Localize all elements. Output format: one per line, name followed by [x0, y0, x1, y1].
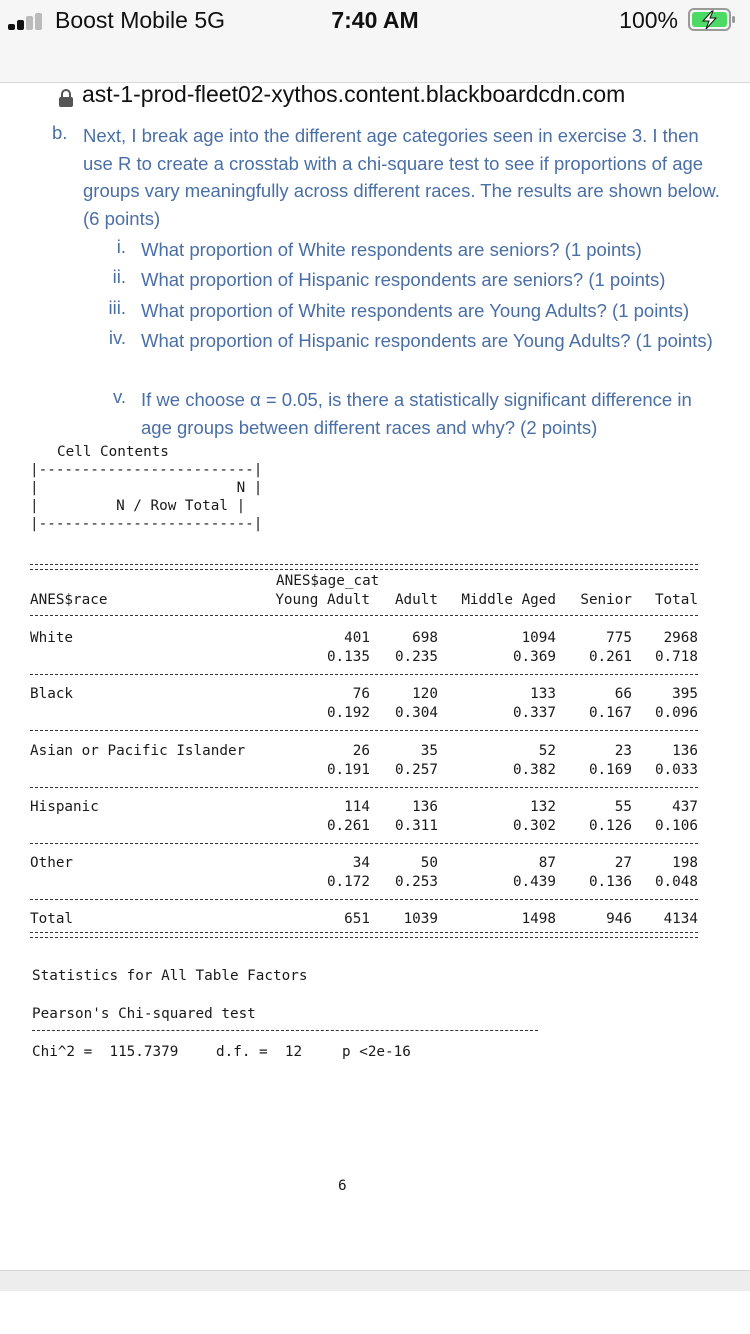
cell-contents-line: |-------------------------| — [30, 462, 263, 478]
cell-proportion: 0.304 — [394, 705, 438, 721]
test-name: Pearson's Chi-squared test — [32, 1006, 256, 1022]
battery-charging-icon — [688, 8, 736, 31]
cell-proportion: 0.257 — [394, 762, 438, 778]
question-text: Next, I break age into the different age categories seen in exercise 3. I then use R to create a crosstab with a chi-square test to see if proportions of age groups vary meaningfully across different races. The results are shown below. (6 points) — [83, 125, 720, 229]
cell-proportion: 0.253 — [394, 874, 438, 890]
total-count: 651 — [344, 911, 370, 927]
subquestion-marker: iv. — [108, 327, 126, 348]
cell-count: 50 — [420, 855, 438, 871]
subquestion-marker: i. — [116, 236, 126, 257]
row-divider — [30, 674, 698, 675]
cell-count: 136 — [412, 799, 438, 815]
cell-proportion: 0.261 — [588, 649, 632, 665]
cell-count: 2968 — [663, 630, 698, 646]
cell-count: 136 — [672, 743, 698, 759]
column-header: Middle Aged — [461, 592, 556, 608]
row-variable-label: ANES$race — [30, 592, 108, 608]
cell-proportion: 0.172 — [326, 874, 370, 890]
cell-count: 34 — [352, 855, 370, 871]
row-divider — [30, 730, 698, 731]
cell-proportion: 0.369 — [512, 649, 556, 665]
row-label: Other — [30, 855, 74, 871]
row-label: Asian or Pacific Islander — [30, 743, 246, 759]
question-marker: b. — [52, 122, 68, 143]
cell-proportion: 0.192 — [326, 705, 370, 721]
cell-proportion: 0.033 — [654, 762, 698, 778]
cell-count: 27 — [614, 855, 632, 871]
stats-divider — [32, 1030, 538, 1031]
subquestion-marker: v. — [112, 386, 126, 407]
cell-count: 55 — [614, 799, 632, 815]
row-divider — [30, 899, 698, 900]
cell-proportion: 0.311 — [394, 818, 438, 834]
cell-count: 52 — [538, 743, 556, 759]
cell-proportion: 0.167 — [588, 705, 632, 721]
subquestion-text: What proportion of Hispanic respondents are seniors? (1 points) — [141, 269, 666, 290]
subquestion-marker: ii. — [112, 266, 126, 287]
stats-heading: Statistics for All Table Factors — [32, 968, 308, 984]
battery-percent: 100% — [619, 7, 678, 33]
row-divider — [30, 843, 698, 844]
cell-proportion: 0.106 — [654, 818, 698, 834]
cell-count: 23 — [614, 743, 632, 759]
cell-contents-line: |-------------------------| — [30, 516, 263, 532]
subquestion-text: What proportion of White respondents are Young Adults? (1 points) — [141, 300, 690, 321]
column-header: Young Adult — [275, 592, 370, 608]
cell-contents-line: | N / Row Total | — [30, 498, 246, 514]
cell-count: 132 — [530, 799, 556, 815]
cell-proportion: 0.169 — [588, 762, 632, 778]
row-label: Hispanic — [30, 799, 99, 815]
cell-proportion: 0.235 — [394, 649, 438, 665]
cell-count: 26 — [352, 743, 370, 759]
cell-count: 395 — [672, 686, 698, 702]
cell-count: 698 — [412, 630, 438, 646]
lock-icon — [58, 88, 74, 108]
cell-count: 198 — [672, 855, 698, 871]
total-count: 1039 — [403, 911, 438, 927]
chi-square-value: Chi^2 = 115.7379 — [32, 1044, 179, 1060]
page-number: 6 — [338, 1178, 347, 1194]
cell-proportion: 0.136 — [588, 874, 632, 890]
p-value: p <2e-16 — [342, 1044, 411, 1060]
subquestion-text: What proportion of Hispanic respondents are Young Adults? (1 points) — [141, 330, 713, 351]
column-variable-label: ANES$age_cat — [276, 573, 380, 589]
cell-count: 1094 — [521, 630, 556, 646]
row-label: White — [30, 630, 74, 646]
subquestion-marker: iii. — [108, 297, 126, 318]
cell-proportion: 0.126 — [588, 818, 632, 834]
cell-count: 775 — [606, 630, 632, 646]
cell-proportion: 0.191 — [326, 762, 370, 778]
column-header: Senior — [580, 592, 632, 608]
table-top-rule — [30, 564, 698, 570]
page-bottom-bar — [0, 1270, 750, 1291]
cell-count: 120 — [412, 686, 438, 702]
clock: 7:40 AM — [331, 7, 419, 33]
header-divider — [30, 615, 698, 616]
cell-proportion: 0.337 — [512, 705, 556, 721]
cell-count: 401 — [344, 630, 370, 646]
cell-count: 76 — [352, 686, 370, 702]
row-label: Black — [30, 686, 74, 702]
cell-proportion: 0.439 — [512, 874, 556, 890]
cell-proportion: 0.261 — [326, 818, 370, 834]
cell-proportion: 0.382 — [512, 762, 556, 778]
cell-count: 66 — [614, 686, 632, 702]
cell-count: 87 — [538, 855, 556, 871]
cell-count: 35 — [420, 743, 438, 759]
subquestion-text: If we choose α = 0.05, is there a statistically significant difference in age groups between different races and why? (2 points) — [141, 389, 692, 438]
total-count: 1498 — [521, 911, 556, 927]
cell-count: 114 — [344, 799, 370, 815]
cell-contents-title: Cell Contents — [57, 444, 169, 460]
cell-proportion: 0.302 — [512, 818, 556, 834]
cell-proportion: 0.135 — [326, 649, 370, 665]
cell-count: 133 — [530, 686, 556, 702]
total-count: 4134 — [663, 911, 698, 927]
row-label: Total — [30, 911, 74, 927]
status-bar — [0, 0, 750, 40]
table-bottom-rule — [30, 932, 698, 938]
total-count: 946 — [606, 911, 632, 927]
subquestion-text: What proportion of White respondents are seniors? (1 points) — [141, 239, 642, 260]
cell-proportion: 0.718 — [654, 649, 698, 665]
column-header: Total — [654, 592, 698, 608]
cell-count: 437 — [672, 799, 698, 815]
url-text[interactable]: ast-1-prod-fleet02-xythos.content.blackboardcdn.com — [82, 81, 626, 107]
cell-contents-line: | N | — [30, 480, 263, 496]
column-header: Adult — [394, 592, 438, 608]
carrier-label: Boost Mobile 5G — [55, 7, 226, 33]
degrees-of-freedom: d.f. = 12 — [216, 1044, 303, 1060]
row-divider — [30, 787, 698, 788]
cell-proportion: 0.048 — [654, 874, 698, 890]
cell-proportion: 0.096 — [654, 705, 698, 721]
browser-url-bar[interactable] — [0, 40, 750, 107]
